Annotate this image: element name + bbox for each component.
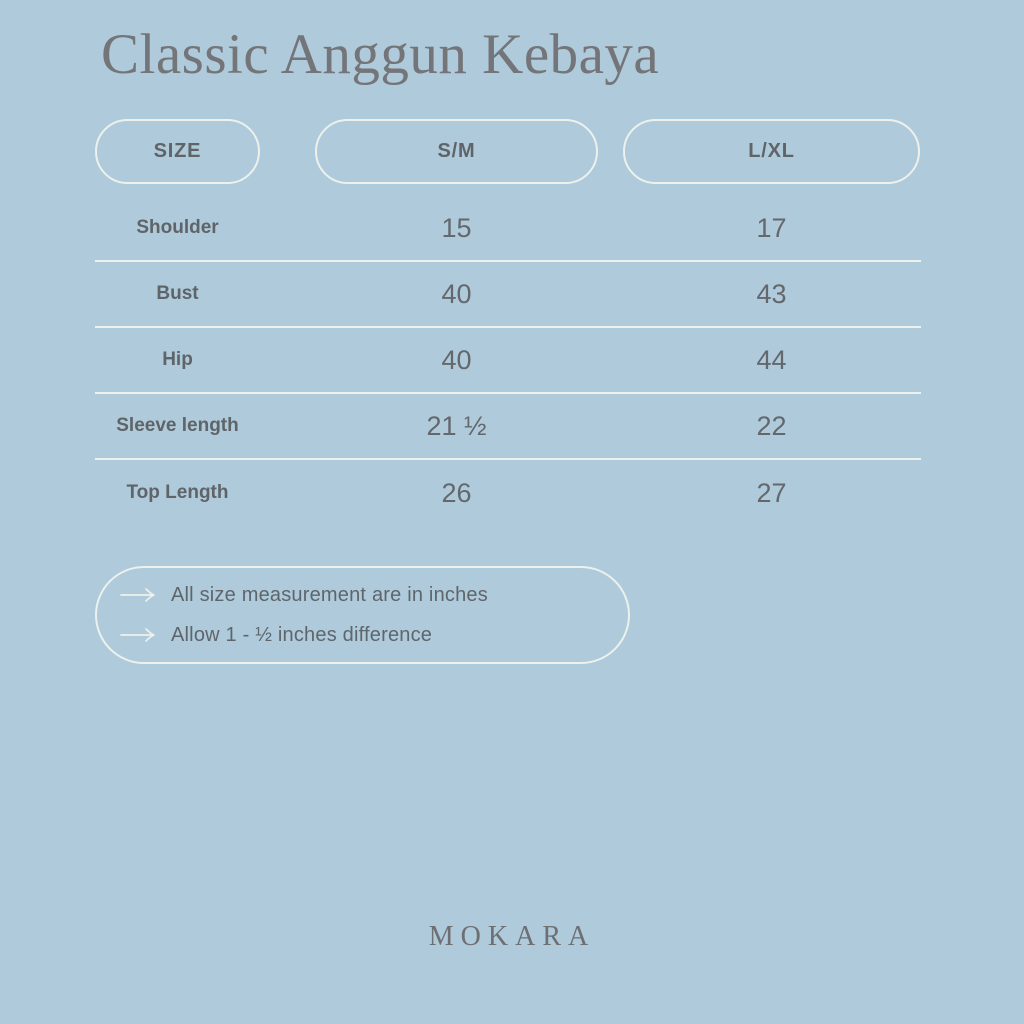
column-header-lxl: L/XL [623, 119, 920, 184]
lxl-value: 43 [756, 278, 787, 309]
right-arrow-icon [120, 626, 158, 644]
note-text: Allow 1 - ½ inches difference [171, 623, 433, 646]
lxl-value: 17 [756, 212, 787, 243]
sm-value: 26 [441, 477, 472, 508]
lxl-value: 27 [756, 477, 787, 508]
row-label: Shoulder [136, 217, 219, 238]
note-item [120, 621, 628, 649]
table-row-hip [95, 328, 921, 394]
size-chart-header [95, 119, 921, 184]
sm-value: 40 [441, 278, 472, 309]
right-arrow-icon [120, 586, 158, 604]
column-header-sm: S/M [315, 119, 598, 184]
sm-value: 40 [441, 344, 472, 375]
table-row-sleeve-length [95, 394, 921, 460]
lxl-value: 22 [756, 410, 787, 441]
row-label: Sleeve length [116, 415, 239, 436]
sm-value: 15 [441, 212, 472, 243]
table-row-shoulder [95, 196, 921, 262]
page-title: Classic Anggun Kebaya [101, 23, 660, 86]
note-item [120, 581, 628, 609]
brand-logo: MOKARA [428, 921, 596, 952]
row-label: Top Length [126, 482, 229, 503]
size-chart-table [95, 196, 921, 526]
column-header-size: SIZE [95, 119, 260, 184]
table-row-top-length [95, 460, 921, 526]
table-row-bust [95, 262, 921, 328]
lxl-value: 44 [756, 344, 787, 375]
row-label: Hip [162, 349, 193, 370]
row-label: Bust [156, 283, 199, 304]
sm-value: 21 ½ [426, 410, 487, 441]
notes-box [95, 566, 630, 664]
note-text: All size measurement are in inches [171, 583, 488, 606]
